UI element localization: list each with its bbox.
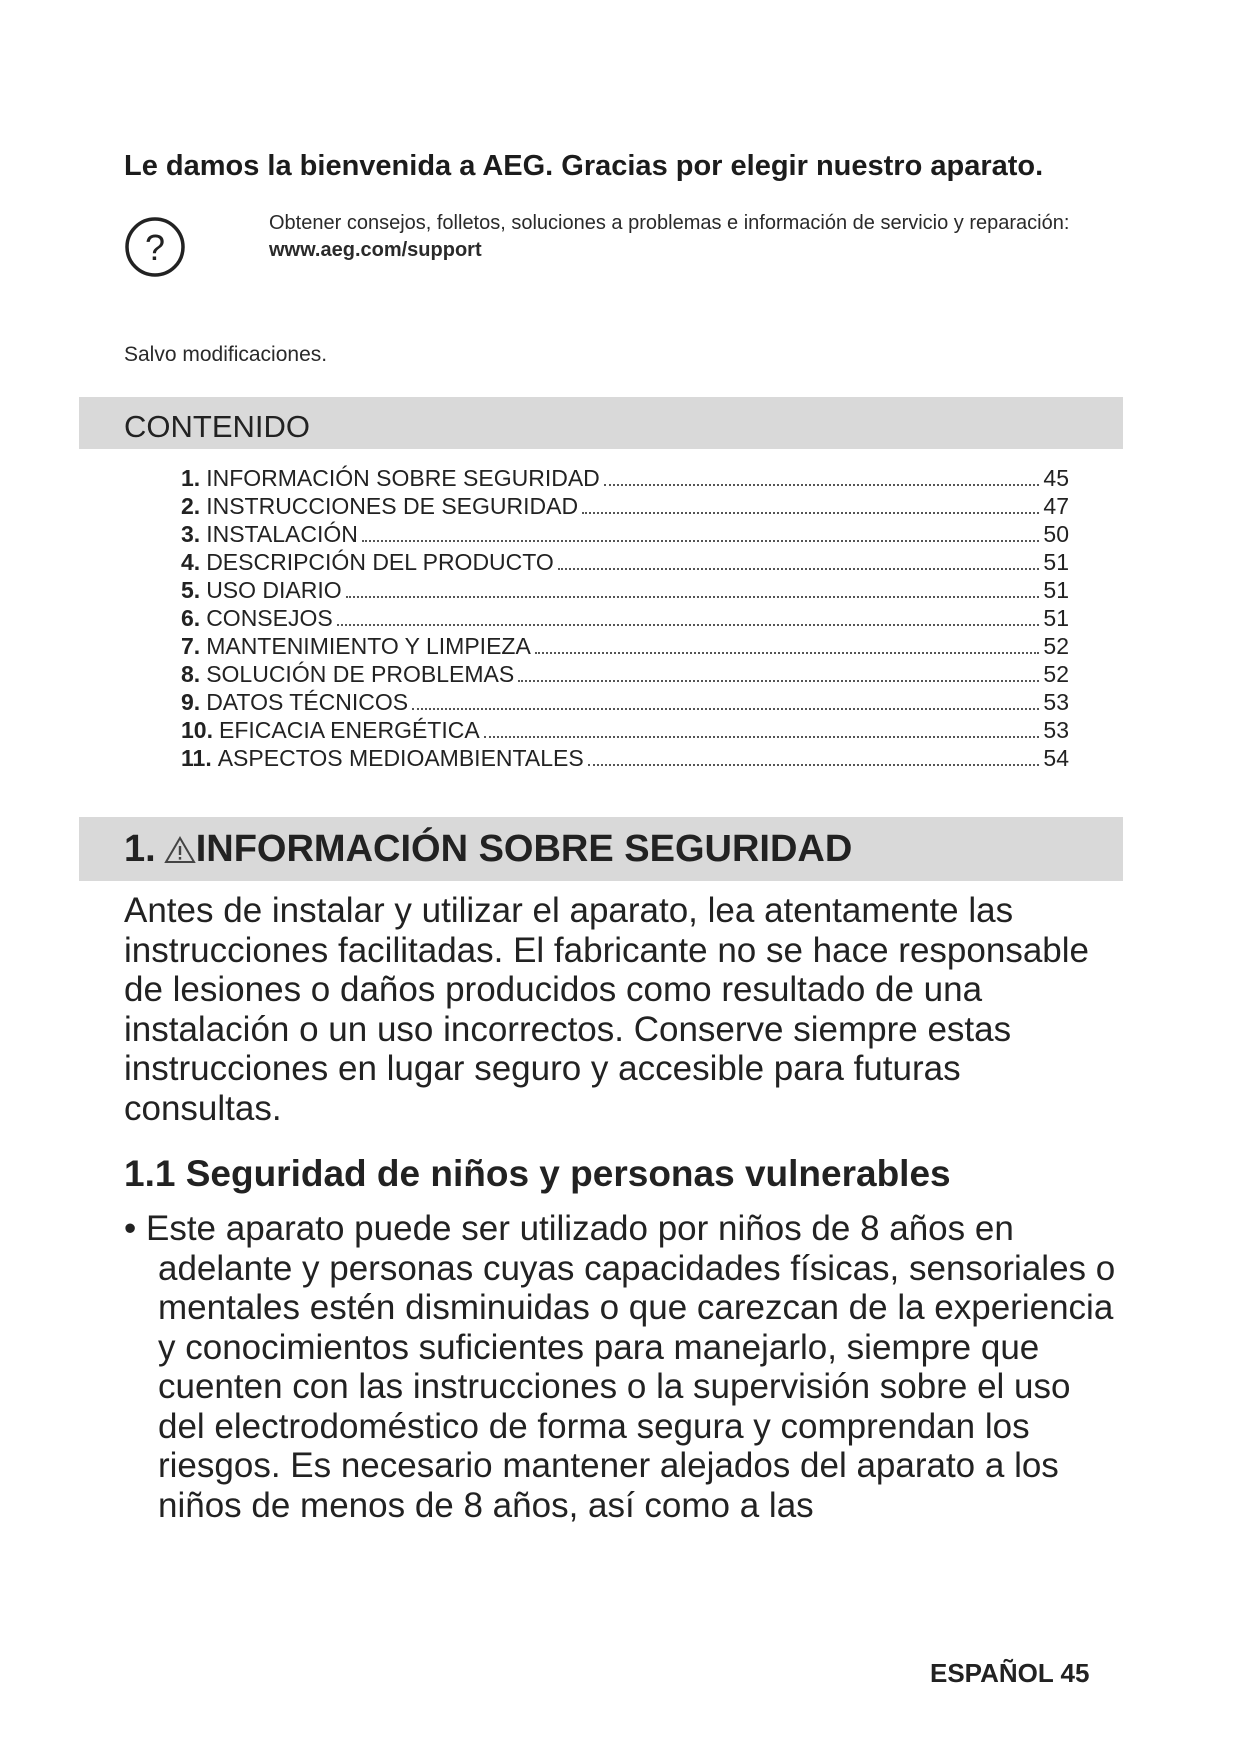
toc-item-page: 54: [1043, 745, 1069, 771]
changes-notice: Salvo modificaciones.: [124, 343, 328, 366]
toc-item-page: 52: [1043, 661, 1069, 687]
toc-item-label: CONSEJOS: [206, 605, 333, 631]
warning-triangle-icon: [164, 835, 196, 865]
toc-item[interactable]: [181, 520, 1069, 548]
page-footer: ESPAÑOL 45: [930, 1658, 1090, 1688]
toc-leader: [362, 520, 1040, 542]
toc-item-number: 6.: [181, 605, 201, 631]
toc-item-label: DATOS TÉCNICOS: [206, 689, 409, 715]
toc-item-page: 45: [1043, 465, 1069, 491]
toc-item[interactable]: [181, 660, 1069, 688]
svg-text:?: ?: [144, 227, 166, 268]
toc-item-number: 10.: [181, 717, 213, 743]
support-url[interactable]: www.aeg.com/support: [269, 239, 482, 261]
intro-paragraph: Antes de instalar y utilizar el aparato, lea atentamente las instrucciones facilitadas. El fabricante no se hace responsable de lesiones o daños producidos como resultado de una instalación o un uso incorrectos. Conserve siempre estas instrucciones en lugar seguro y accesible para futuras consultas.: [124, 891, 1089, 1128]
toc-item[interactable]: [181, 492, 1069, 520]
toc-item-number: 4.: [181, 549, 201, 575]
toc-item-label: SOLUCIÓN DE PROBLEMAS: [206, 661, 515, 687]
toc-item-label: EFICACIA ENERGÉTICA: [218, 717, 480, 743]
toc-item-number: 3.: [181, 521, 201, 547]
toc-leader: [558, 548, 1040, 570]
toc-item-page: 51: [1043, 549, 1069, 575]
support-text: Obtener consejos, folletos, soluciones a problemas e información de servicio y reparación:: [269, 212, 1070, 234]
toc-leader: [535, 632, 1040, 654]
toc-item-page: 51: [1043, 605, 1069, 631]
toc-leader: [604, 464, 1040, 486]
subsection-heading: 1.1 Seguridad de niños y personas vulnerables: [124, 1153, 951, 1194]
toc-item-page: 52: [1043, 633, 1069, 659]
toc-item-label: INFORMACIÓN SOBRE SEGURIDAD: [206, 465, 600, 491]
toc-item-number: 2.: [181, 493, 201, 519]
toc-item[interactable]: [181, 744, 1069, 772]
toc-item-page: 47: [1043, 493, 1069, 519]
toc-leader: [337, 604, 1040, 626]
toc-item-label: DESCRIPCIÓN DEL PRODUCTO: [206, 549, 554, 575]
toc-item-page: 51: [1043, 577, 1069, 603]
contents-title: CONTENIDO: [124, 409, 310, 444]
bullet-marker: •: [124, 1209, 146, 1248]
toc-leader: [518, 660, 1039, 682]
section-number: 1.: [124, 828, 156, 870]
toc-item-number: 11.: [181, 745, 212, 771]
toc-item-page: 50: [1043, 521, 1069, 547]
toc-item-label: MANTENIMIENTO Y LIMPIEZA: [206, 633, 531, 659]
toc-item-number: 8.: [181, 661, 201, 687]
toc-item[interactable]: [181, 716, 1069, 744]
toc-item-page: 53: [1043, 717, 1069, 743]
toc-leader: [346, 576, 1040, 598]
table-of-contents: [181, 464, 1069, 772]
toc-item-number: 5.: [181, 577, 201, 603]
welcome-heading: Le damos la bienvenida a AEG. Gracias por elegir nuestro aparato.: [124, 150, 1044, 182]
section-title-text: INFORMACIÓN SOBRE SEGURIDAD: [195, 828, 853, 870]
bullet-item: [124, 1209, 1124, 1525]
toc-item[interactable]: [181, 604, 1069, 632]
toc-item-number: 1.: [181, 465, 201, 491]
toc-leader: [412, 688, 1039, 710]
toc-item-label: INSTALACIÓN: [206, 521, 358, 547]
support-info: [269, 210, 1109, 264]
toc-item[interactable]: [181, 632, 1069, 660]
toc-item[interactable]: [181, 464, 1069, 492]
bullet-text: Este aparato puede ser utilizado por niños de 8 años en adelante y personas cuyas capacidades físicas, sensoriales o mentales estén disminuidas o que carezcan de la experiencia y conocimientos suficientes para manejarlo, siempre que cuenten con las instrucciones o la supervisión sobre el uso del electrodoméstico de forma segura y comprendan los riesgos. Es necesario mantener alejados del aparato a los niños de menos de 8 años, así como a las: [145, 1209, 1116, 1525]
toc-item-label: USO DIARIO: [206, 577, 342, 603]
toc-item-page: 53: [1043, 689, 1069, 715]
toc-item-number: 9.: [181, 689, 201, 715]
toc-item-label: ASPECTOS MEDIOAMBIENTALES: [217, 745, 584, 771]
toc-leader: [588, 744, 1040, 766]
question-circle-icon: [124, 216, 186, 278]
toc-leader: [582, 492, 1039, 514]
toc-leader: [484, 716, 1040, 738]
toc-item[interactable]: [181, 548, 1069, 576]
toc-item[interactable]: [181, 576, 1069, 604]
toc-item-label: INSTRUCCIONES DE SEGURIDAD: [206, 493, 579, 519]
toc-item[interactable]: [181, 688, 1069, 716]
toc-item-number: 7.: [181, 633, 201, 659]
section-heading: [124, 828, 852, 871]
